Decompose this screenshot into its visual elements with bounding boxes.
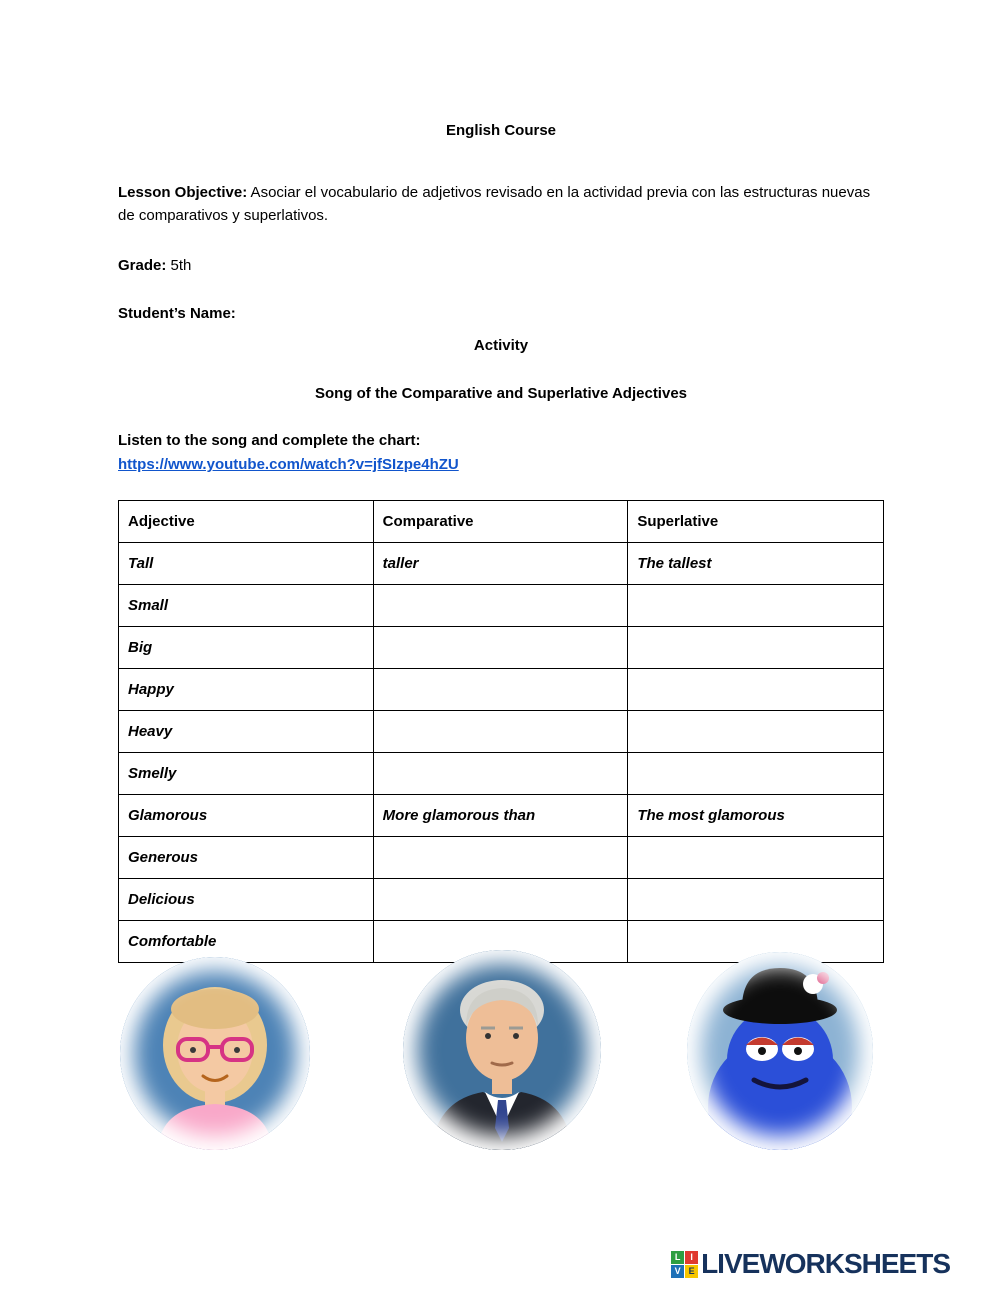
answer-cell[interactable] (373, 585, 628, 627)
table-row (119, 627, 884, 669)
table-row (119, 669, 884, 711)
table-row (119, 585, 884, 627)
man-photo (403, 950, 601, 1150)
girl-photo-illustration (120, 957, 310, 1150)
adjective-cell: Happy (119, 669, 374, 711)
answer-cell[interactable] (628, 585, 884, 627)
example-cell: The tallest (628, 543, 884, 585)
adjective-cell: Big (119, 627, 374, 669)
adjective-cell: Smelly (119, 753, 374, 795)
man-photo-illustration (403, 950, 601, 1150)
lesson-objective-label: Lesson Objective: (118, 184, 248, 201)
adjective-cell: Comfortable (119, 921, 374, 963)
grover-photo-illustration (687, 952, 873, 1150)
example-cell: taller (373, 543, 628, 585)
logo-square-e: E (685, 1265, 698, 1278)
youtube-link-line (118, 453, 884, 476)
instructions: Listen to the song and complete the chart: (118, 432, 421, 449)
logo-square-i: I (685, 1251, 698, 1264)
answer-cell[interactable] (628, 837, 884, 879)
answer-cell[interactable] (373, 627, 628, 669)
grade-value: 5th (166, 257, 192, 274)
answer-cell[interactable] (628, 753, 884, 795)
activity-subheading: Song of the Comparative and Superlative Adjectives (314, 385, 688, 402)
adjective-cell: Generous (119, 837, 374, 879)
adjective-cell: Tall (119, 543, 374, 585)
table-row (119, 795, 884, 837)
table-header-row (119, 501, 884, 543)
youtube-link[interactable]: https://www.youtube.com/watch?v=jfSIzpe4hZU (118, 456, 459, 473)
adjective-cell: Delicious (119, 879, 374, 921)
grade-line (118, 254, 884, 277)
answer-cell[interactable] (373, 879, 628, 921)
table-header-adjective: Adjective (119, 501, 374, 543)
grover-photo (687, 952, 873, 1150)
liveworksheets-logo[interactable] (671, 1248, 950, 1280)
table-header-comparative: Comparative (373, 501, 628, 543)
lesson-objective-text: Asociar el vocabulario de adjetivos revisado en la actividad previa con las estructuras nuevas de comparativos y superlativos. (118, 184, 871, 225)
liveworksheets-logo-icon (671, 1251, 698, 1278)
table-row (119, 711, 884, 753)
activity-heading: Activity (473, 337, 529, 354)
girl-photo (120, 957, 310, 1150)
table-row (119, 543, 884, 585)
adjectives-table (118, 500, 884, 963)
answer-cell[interactable] (373, 753, 628, 795)
answer-cell[interactable] (628, 711, 884, 753)
student-name-label: Student’s Name: (118, 305, 236, 322)
table-header-superlative: Superlative (628, 501, 884, 543)
answer-cell[interactable] (628, 669, 884, 711)
answer-cell[interactable] (628, 627, 884, 669)
lesson-objective (118, 181, 884, 228)
answer-cell[interactable] (373, 837, 628, 879)
answer-cell[interactable] (373, 669, 628, 711)
grade-label: Grade: (118, 257, 167, 274)
adjective-cell: Heavy (119, 711, 374, 753)
example-cell: More glamorous than (373, 795, 628, 837)
table-row (119, 753, 884, 795)
answer-cell[interactable] (628, 879, 884, 921)
table-row (119, 837, 884, 879)
adjective-cell: Small (119, 585, 374, 627)
answer-cell[interactable] (373, 711, 628, 753)
adjective-cell: Glamorous (119, 795, 374, 837)
table-row (119, 879, 884, 921)
logo-square-l: L (671, 1251, 684, 1264)
brand-name: LIVEWORKSHEETS (701, 1248, 950, 1279)
example-cell: The most glamorous (628, 795, 884, 837)
logo-square-v: V (671, 1265, 684, 1278)
page-title: English Course (445, 122, 557, 139)
